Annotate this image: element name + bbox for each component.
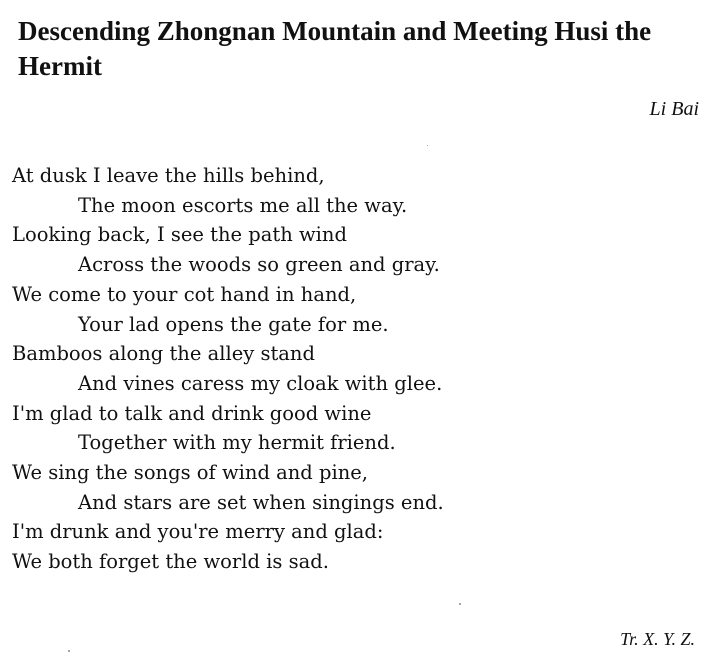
poem-line: Looking back, I see the path wind xyxy=(12,223,347,247)
scan-speck xyxy=(459,603,461,605)
scan-speck xyxy=(427,145,428,146)
poem-line: And stars are set when singings end. xyxy=(78,490,444,514)
poem-line: And vines caress my cloak with glee. xyxy=(78,371,443,395)
poem-line: We both forget the world is sad. xyxy=(12,550,329,574)
poem-line: We come to your cot hand in hand, xyxy=(12,282,357,306)
poem-line: Your lad opens the gate for me. xyxy=(78,312,389,336)
scan-speck xyxy=(68,650,70,652)
poem-line: Together with my hermit friend. xyxy=(78,431,396,455)
poem-body xyxy=(12,161,444,577)
poem-line: I'm drunk and you're merry and glad: xyxy=(12,520,384,544)
poem-line: The moon escorts me all the way. xyxy=(78,193,408,217)
poem-title: Descending Zhongnan Mountain and Meeting Husi the Hermit xyxy=(18,16,652,81)
poem-line: Across the woods so green and gray. xyxy=(78,253,440,277)
poem-line: At dusk I leave the hills behind, xyxy=(12,164,325,187)
poem-line: I'm glad to talk and drink good wine xyxy=(12,401,372,425)
poem-author: Li Bai xyxy=(649,98,699,120)
translator-credit: Tr. X. Y. Z. xyxy=(620,629,695,649)
poem-line: Bamboos along the alley stand xyxy=(12,342,315,366)
poem-line: We sing the songs of wind and pine, xyxy=(12,461,369,485)
